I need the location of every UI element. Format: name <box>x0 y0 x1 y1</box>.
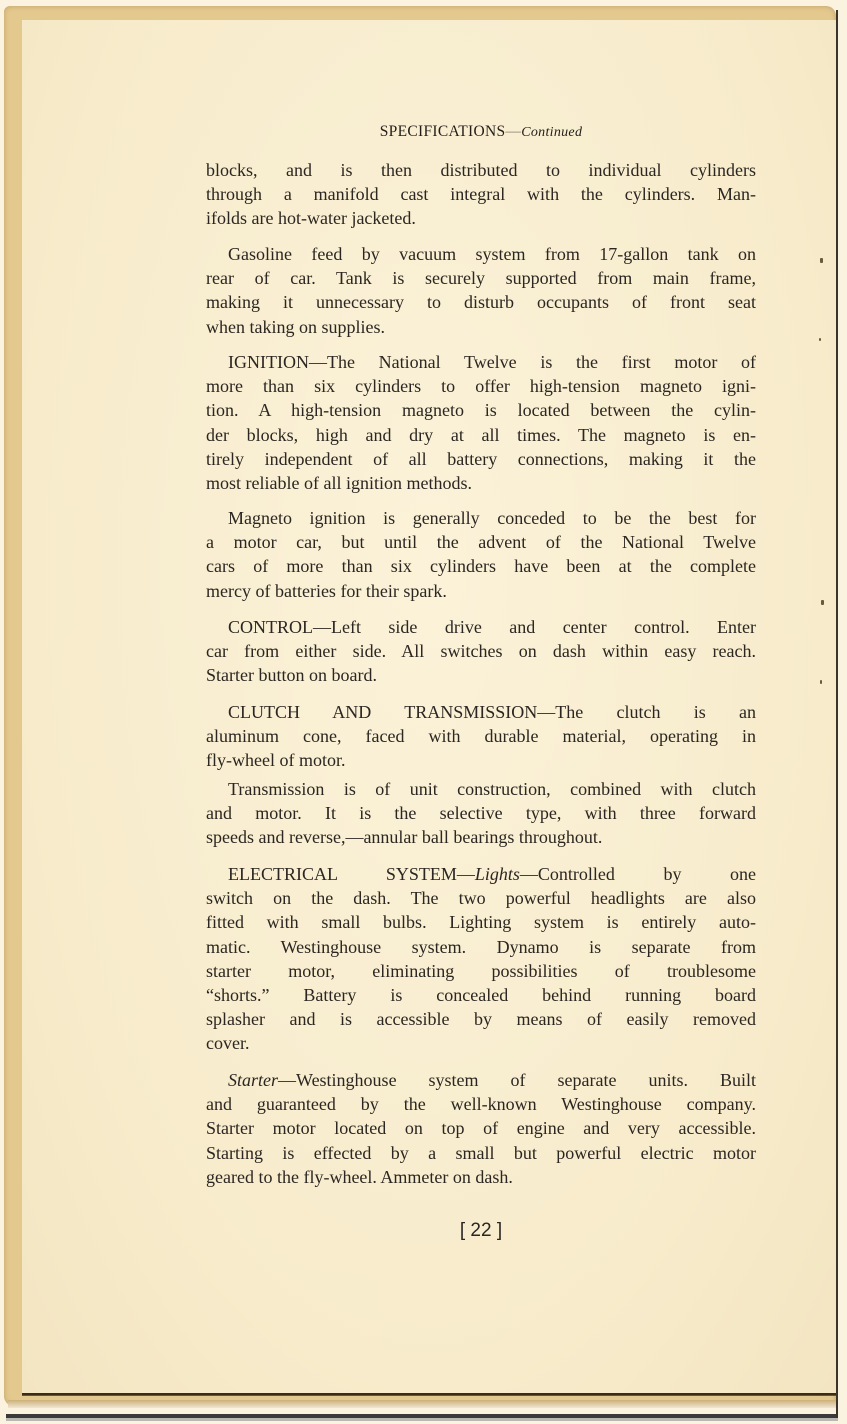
section-heading-line: CLUTCH AND TRANSMISSION—The clutch is an <box>228 702 756 722</box>
subheading-starter: Starter <box>228 1070 279 1090</box>
section-heading-line <box>206 862 756 886</box>
paragraph-transmission <box>206 777 756 850</box>
text-line: and guaranteed by the well-known Westinghouse company. <box>206 1094 756 1115</box>
text-line: tirely independent of all battery connections, making it the <box>206 448 756 469</box>
heading-electrical-system: ELECTRICAL SYSTEM— <box>228 864 475 884</box>
text-line: Starter button on board. <box>206 665 377 686</box>
text-line: a motor car, but until the advent of the National Twelve <box>206 532 756 553</box>
text-line: and motor. It is the selective type, with three forward <box>206 803 756 824</box>
text-line: switch on the dash. The two powerful headlights are also <box>206 888 756 909</box>
section-heading-line: IGNITION—The National Twelve is the first motor of <box>228 352 756 372</box>
paragraph-ignition <box>206 350 756 495</box>
paragraph-manifold <box>206 158 756 231</box>
paragraph-gasoline <box>206 242 756 339</box>
text-line: cars of more than six cylinders have been at the complete <box>206 556 756 577</box>
text-line: through a manifold cast integral with the cylinders. Man- <box>206 184 756 205</box>
heading-rest: —Controlled by one <box>519 864 756 884</box>
paper-speck <box>819 338 821 341</box>
paragraph-starter <box>206 1068 756 1189</box>
cover-bottom-edge <box>8 1400 836 1408</box>
text-line: geared to the fly-wheel. Ammeter on dash. <box>206 1166 513 1187</box>
running-head-title: SPECIFICATIONS <box>379 123 506 140</box>
running-head <box>206 123 756 141</box>
paper-speck <box>820 258 823 263</box>
paragraph-electrical-system <box>206 862 756 1056</box>
text-line: Starting is effected by a small but powerful electric motor <box>206 1142 756 1163</box>
text-line: starter motor, eliminating possibilities of troublesome <box>206 960 756 981</box>
text-line: making it unnecessary to disturb occupants of front seat <box>206 292 756 313</box>
text-line: rear of car. Tank is securely supported from main frame, <box>206 268 756 289</box>
text-line: tion. A high-tension magneto is located between the cylin- <box>206 400 756 421</box>
text-line: car from either side. All switches on dash within easy reach. <box>206 641 756 662</box>
scan-right-margin <box>838 0 847 1424</box>
text-line: most reliable of all ignition methods. <box>206 472 472 493</box>
section-heading-line: CONTROL—Left side drive and center control. Enter <box>228 617 756 637</box>
text-line: blocks, and is then distributed to individual cylinders <box>206 160 756 180</box>
paragraph-control <box>206 615 756 688</box>
text-line: Gasoline feed by vacuum system from 17-gallon tank on <box>228 244 756 264</box>
text-line: Transmission is of unit construction, combined with clutch <box>228 779 756 799</box>
text-line: splasher and is accessible by means of easily removed <box>206 1009 756 1030</box>
text-line: mercy of batteries for their spark. <box>206 580 447 601</box>
scanner-frame-bottom-light <box>6 1418 838 1421</box>
text-line: “shorts.” Battery is concealed behind running board <box>206 984 756 1005</box>
text-line: when taking on supplies. <box>206 316 385 337</box>
text-line: matic. Westinghouse system. Dynamo is separate from <box>206 936 756 957</box>
running-head-continued: Continued <box>521 125 583 140</box>
text-line: more than six cylinders to offer high-tension magneto igni- <box>206 376 756 397</box>
text-line: speeds and reverse,—annular ball bearings throughout. <box>206 827 603 848</box>
text-line: Magneto ignition is generally conceded to be the best for <box>228 508 756 528</box>
text-line: aluminum cone, faced with durable material, operating in <box>206 726 756 747</box>
heading-rest: —Westinghouse system of separate units. Built <box>278 1070 756 1090</box>
document-page <box>22 20 836 1395</box>
paragraph-clutch <box>206 700 756 773</box>
paragraph-magneto <box>206 506 756 603</box>
text-line: cover. <box>206 1033 250 1054</box>
text-line: der blocks, high and dry at all times. The magneto is en- <box>206 424 756 445</box>
running-head-dash: — <box>505 123 522 140</box>
section-heading-line <box>206 1068 756 1092</box>
text-line: fly-wheel of motor. <box>206 750 346 771</box>
subheading-lights: Lights <box>474 864 520 884</box>
page-number: [ 22 ] <box>459 1220 503 1241</box>
text-line: Starter motor located on top of engine and very accessible. <box>206 1118 756 1139</box>
text-line: fitted with small bulbs. Lighting system is entirely auto- <box>206 912 756 933</box>
text-line: ifolds are hot-water jacketed. <box>206 208 416 229</box>
paper-speck <box>820 680 822 684</box>
paper-speck <box>821 600 824 605</box>
